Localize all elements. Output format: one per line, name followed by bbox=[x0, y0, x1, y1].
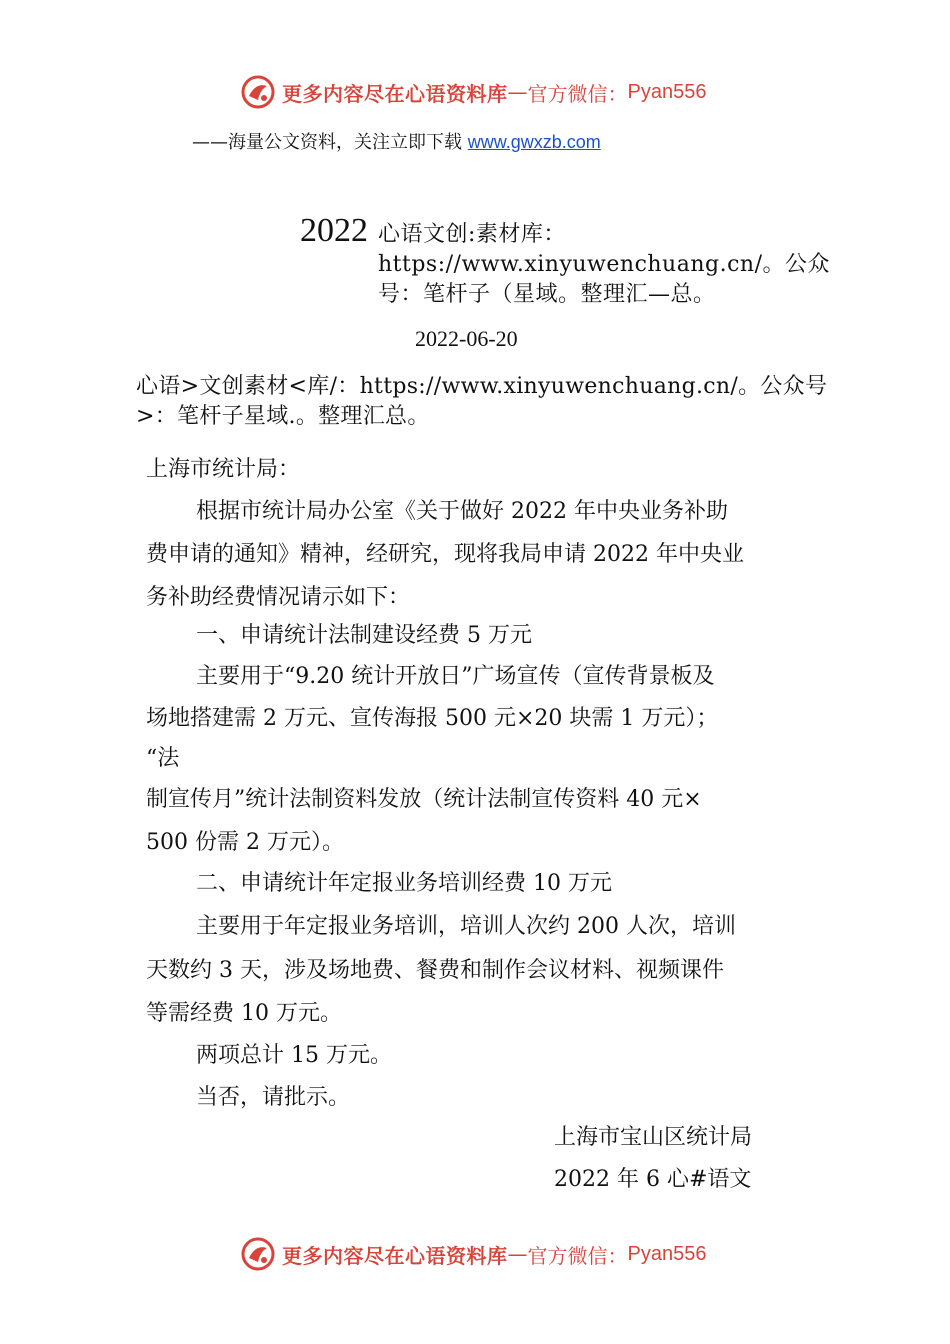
letter-line: 场地搭建需 2 万元、宣传海报 500 元×20 块需 1 万元）； bbox=[146, 706, 719, 731]
xinyu-logo-icon bbox=[240, 74, 276, 110]
banner-wechat-label: 官方微信： bbox=[527, 81, 628, 106]
letter-recipient: 上海市统计局： bbox=[146, 457, 301, 482]
letter-line: 根据市统计局办公室《关于做好 2022 年中央业务补助 bbox=[196, 499, 728, 524]
banner-dash: — bbox=[507, 80, 528, 104]
xinyu-logo-icon bbox=[240, 1236, 276, 1272]
letter-total: 两项总计 15 万元。 bbox=[196, 1043, 392, 1068]
banner-wechat-label: 官方微信： bbox=[527, 1243, 628, 1268]
letter-line: 费申请的通知》精神，经研究，现将我局申请 2022 年中央业 bbox=[146, 542, 744, 567]
tagline-text: ——海量公文资料，关注立即下载 bbox=[192, 132, 468, 153]
title-year: 2022 bbox=[300, 212, 368, 249]
letter-section-heading: 一、申请统计法制建设经费 5 万元 bbox=[196, 623, 532, 648]
letter-line: 制宣传月”统计法制资料发放（统计法制宣传资料 40 元× bbox=[146, 787, 702, 812]
letter-line: 主要用于“9.20 统计开放日”广场宣传（宣传背景板及 bbox=[196, 664, 715, 689]
header-banner bbox=[240, 72, 706, 112]
letter-line: 务补助经费情况请示如下： bbox=[146, 585, 411, 610]
letter-line: 等需经费 10 万元。 bbox=[146, 1001, 342, 1026]
letter-line: 500 份需 2 万元）。 bbox=[146, 830, 344, 855]
publisher-note: 心语>文创素材<库/：https://www.xinyuwenchuang.cn/。公众号>：笔杆子星域.。整理汇总。 bbox=[136, 374, 828, 429]
tagline-link[interactable]: www.gwxzb.com bbox=[467, 132, 601, 152]
signature-date: 2022 年 6 心#语文 bbox=[554, 1167, 752, 1192]
letter-section-heading: 二、申请统计年定报业务培训经费 10 万元 bbox=[196, 871, 612, 896]
banner-main-text: 更多内容尽在心语资料库 bbox=[282, 81, 508, 106]
letter-line: 天数约 3 天，涉及场地费、餐费和制作会议材料、视频课件 bbox=[146, 958, 724, 983]
title-text: 心语文创:素材库：https://www.xinyuwenchuang.cn/。公众号：笔杆子（星域。整理汇—总。 bbox=[378, 222, 830, 307]
document-date: 2022-06-20 bbox=[415, 326, 518, 351]
banner-dash: — bbox=[507, 1242, 528, 1266]
letter-line: “法 bbox=[146, 746, 180, 771]
letter-closing: 当否，请批示。 bbox=[196, 1085, 351, 1110]
banner-main-text: 更多内容尽在心语资料库 bbox=[282, 1243, 508, 1268]
banner-wechat-id: Pyan556 bbox=[627, 1242, 707, 1265]
letter-line: 主要用于年定报业务培训，培训人次约 200 人次，培训 bbox=[196, 914, 736, 939]
tagline bbox=[192, 128, 601, 154]
footer-banner bbox=[240, 1234, 706, 1274]
signature-org: 上海市宝山区统计局 bbox=[554, 1125, 753, 1150]
banner-wechat-id: Pyan556 bbox=[627, 80, 707, 103]
